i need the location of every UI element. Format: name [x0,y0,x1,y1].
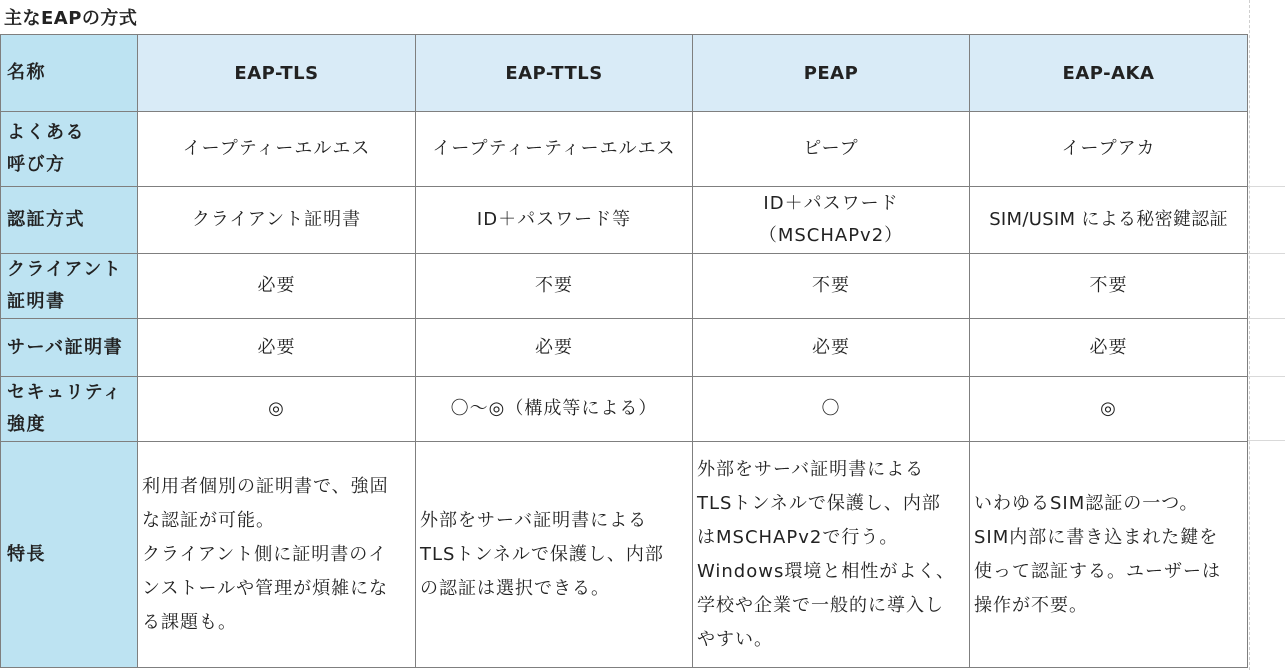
table-cell: 必要 [138,319,416,377]
table-cell-description: 利用者個別の証明書で、強固 な認証が可能。 クライアント側に証明書のイ ンストールや管理が煩雑にな る課題も。 [138,442,416,668]
table-row-common-name [1,112,1248,187]
table-cell: 必要 [138,254,416,319]
table-cell: イープアカ [970,112,1248,187]
table-cell: 不要 [693,254,970,319]
table-header-row [1,35,1248,112]
row-label-line: セキュリティ [7,382,123,403]
table-cell: ID＋パスワード等 [416,187,693,254]
row-label-line: 強度 [7,414,46,435]
table-row-server-cert [1,319,1248,377]
sheet-gridline [1248,318,1285,319]
eap-methods-table [0,34,1248,668]
table-cell: 〇 [693,377,970,442]
row-label-line: 呼び方 [7,154,66,175]
row-label-line: クライアント [7,259,123,280]
table-cell: ピープ [693,112,970,187]
table-cell: 必要 [416,319,693,377]
row-label-security-strength [1,377,138,442]
row-label-line: よくある [7,122,85,143]
table-cell: 必要 [693,319,970,377]
table-row-auth-method [1,187,1248,254]
table-cell: ID＋パスワード （MSCHAPv2） [693,187,970,254]
sheet-column-boundary [1249,0,1250,670]
row-label-client-cert [1,254,138,319]
table-cell: 不要 [970,254,1248,319]
page-title: 主なEAPの方式 [4,8,138,29]
sheet-gridline [1248,440,1285,441]
table-row-client-cert [1,254,1248,319]
table-cell-description: いわゆるSIM認証の一つ。 SIM内部に書き込まれた鍵を 使って認証する。ユーザーは 操作が不要。 [970,442,1248,668]
row-label-features: 特長 [1,442,138,668]
table-cell-description: 外部をサーバ証明書による TLSトンネルで保護し、内部 の認証は選択できる。 [416,442,693,668]
sheet-gridline [1248,376,1285,377]
column-header-peap: PEAP [693,35,970,112]
table-cell: クライアント証明書 [138,187,416,254]
table-cell: 〇～◎（構成等による） [416,377,693,442]
table-cell-description: 外部をサーバ証明書による TLSトンネルで保護し、内部 はMSCHAPv2で行う。 Windows環境と相性がよく、 学校や企業で一般的に導入し やすい。 [693,442,970,668]
table-cell: 必要 [970,319,1248,377]
sheet-gridline [1248,253,1285,254]
table-row-features [1,442,1248,668]
table-row-security-strength [1,377,1248,442]
table-cell: ◎ [970,377,1248,442]
table-cell: 不要 [416,254,693,319]
column-header-eap-tls: EAP-TLS [138,35,416,112]
table-cell: ◎ [138,377,416,442]
column-header-eap-aka: EAP-AKA [970,35,1248,112]
table-cell: イープティーエルエス [138,112,416,187]
row-label-auth-method: 認証方式 [1,187,138,254]
sheet-gridline [1248,186,1285,187]
table-cell: SIM/USIM による秘密鍵認証 [970,187,1248,254]
row-label-line: 証明書 [7,291,66,312]
table-cell: イープティーティーエルエス [416,112,693,187]
row-label-common-name [1,112,138,187]
header-corner-label: 名称 [1,35,138,112]
column-header-eap-ttls: EAP-TTLS [416,35,693,112]
row-label-server-cert: サーバ証明書 [1,319,138,377]
